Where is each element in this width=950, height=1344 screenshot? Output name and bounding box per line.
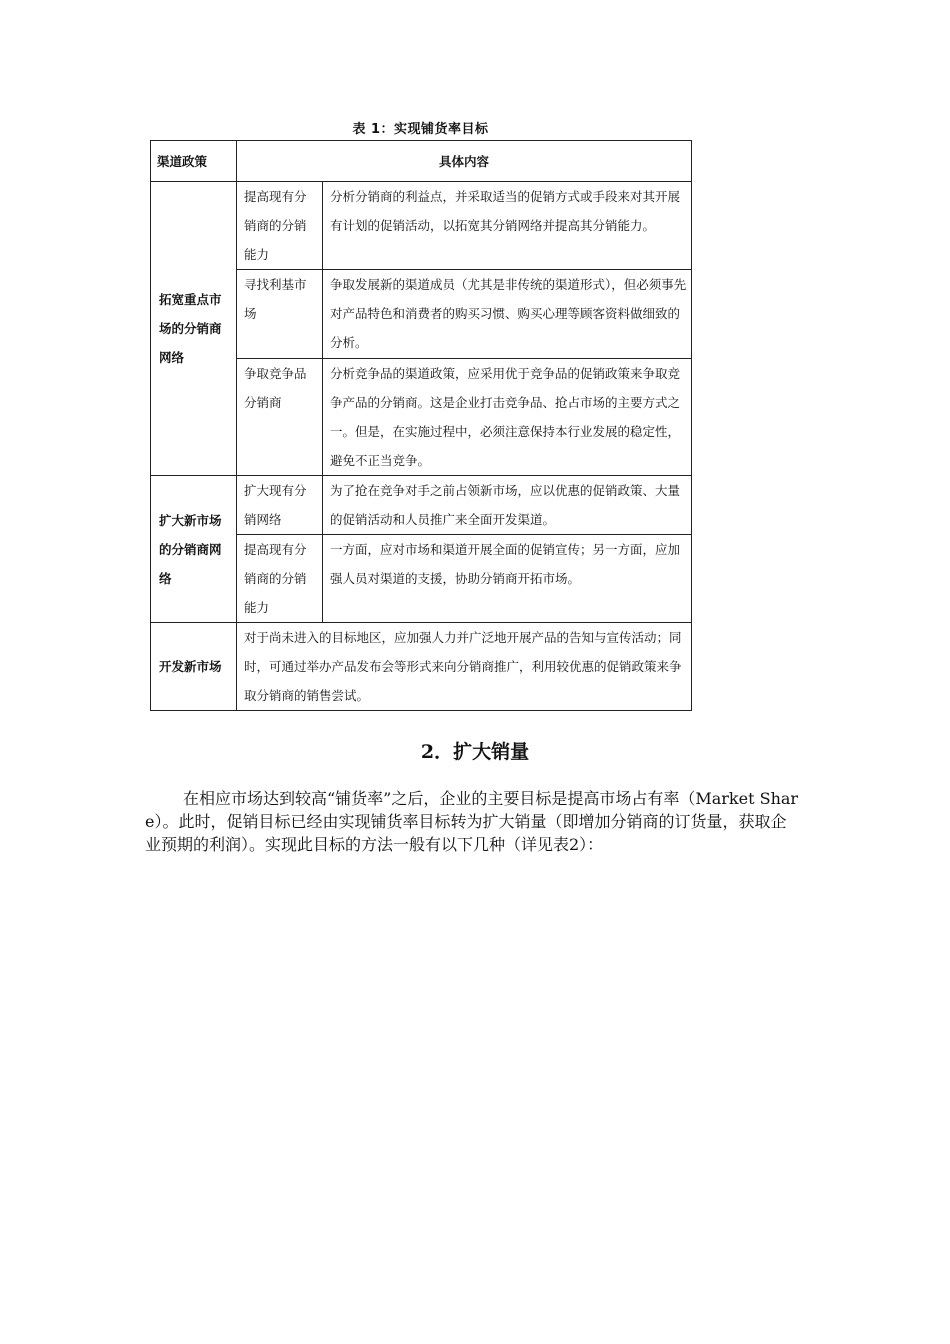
section-heading: 2．扩大销量	[420, 741, 530, 763]
channel-policy-table	[150, 140, 692, 711]
content-cell: 争取发展新的渠道成员（尤其是非传统的渠道形式），但必须事先对产品特色和消费者的购买习惯、购买心理等顾客资料做细致的分析。	[323, 270, 692, 359]
content-cell: 一方面，应对市场和渠道开展全面的促销宣传；另一方面，应加强人员对渠道的支援，协助分销商开拓市场。	[323, 535, 692, 623]
group-label: 开发新市场	[151, 623, 237, 711]
table-header-row	[151, 141, 692, 182]
sub-policy-cell: 提高现有分销商的分销能力	[237, 182, 323, 270]
sub-policy-cell: 提高现有分销商的分销能力	[237, 535, 323, 623]
table-row	[151, 476, 692, 535]
table-row	[151, 623, 692, 711]
table-caption: 表 1：实现铺货率目标	[352, 122, 489, 137]
sub-policy-cell: 争取竞争品分销商	[237, 359, 323, 476]
header-specific-content: 具体内容	[237, 141, 692, 182]
content-cell: 对于尚未进入的目标地区，应加强人力并广泛地开展产品的告知与宣传活动；同时，可通过举办产品发布会等形式来向分销商推广，利用较优惠的促销政策来争取分销商的销售尝试。	[237, 623, 692, 711]
content-cell: 分析竞争品的渠道政策，应采用优于竞争品的促销政策来争取竞争产品的分销商。这是企业打击竞争品、抢占市场的主要方式之一。但是，在实施过程中，必须注意保持本行业发展的稳定性，避免不正当竞争。	[323, 359, 692, 476]
content-cell: 为了抢在竞争对手之前占领新市场，应以优惠的促销政策、大量的促销活动和人员推广来全面开发渠道。	[323, 476, 692, 535]
table-row	[151, 182, 692, 270]
body-paragraph: 在相应市场达到较高“铺货率”之后，企业的主要目标是提高市场占有率（Market Share）。此时，促销目标已经由实现铺货率目标转为扩大销量（即增加分销商的订货量，获取企业预期的利润）。实现此目标的方法一般有以下几种（详见表2）：	[145, 789, 799, 854]
content-cell: 分析分销商的利益点，并采取适当的促销方式或手段来对其开展有计划的促销活动，以拓宽其分销网络并提高其分销能力。	[323, 182, 692, 270]
sub-policy-cell: 寻找利基市场	[237, 270, 323, 359]
sub-policy-cell: 扩大现有分销网络	[237, 476, 323, 535]
group-label: 拓宽重点市场的分销商网络	[151, 182, 237, 476]
group-label: 扩大新市场的分销商网络	[151, 476, 237, 623]
header-channel-policy: 渠道政策	[151, 141, 237, 182]
